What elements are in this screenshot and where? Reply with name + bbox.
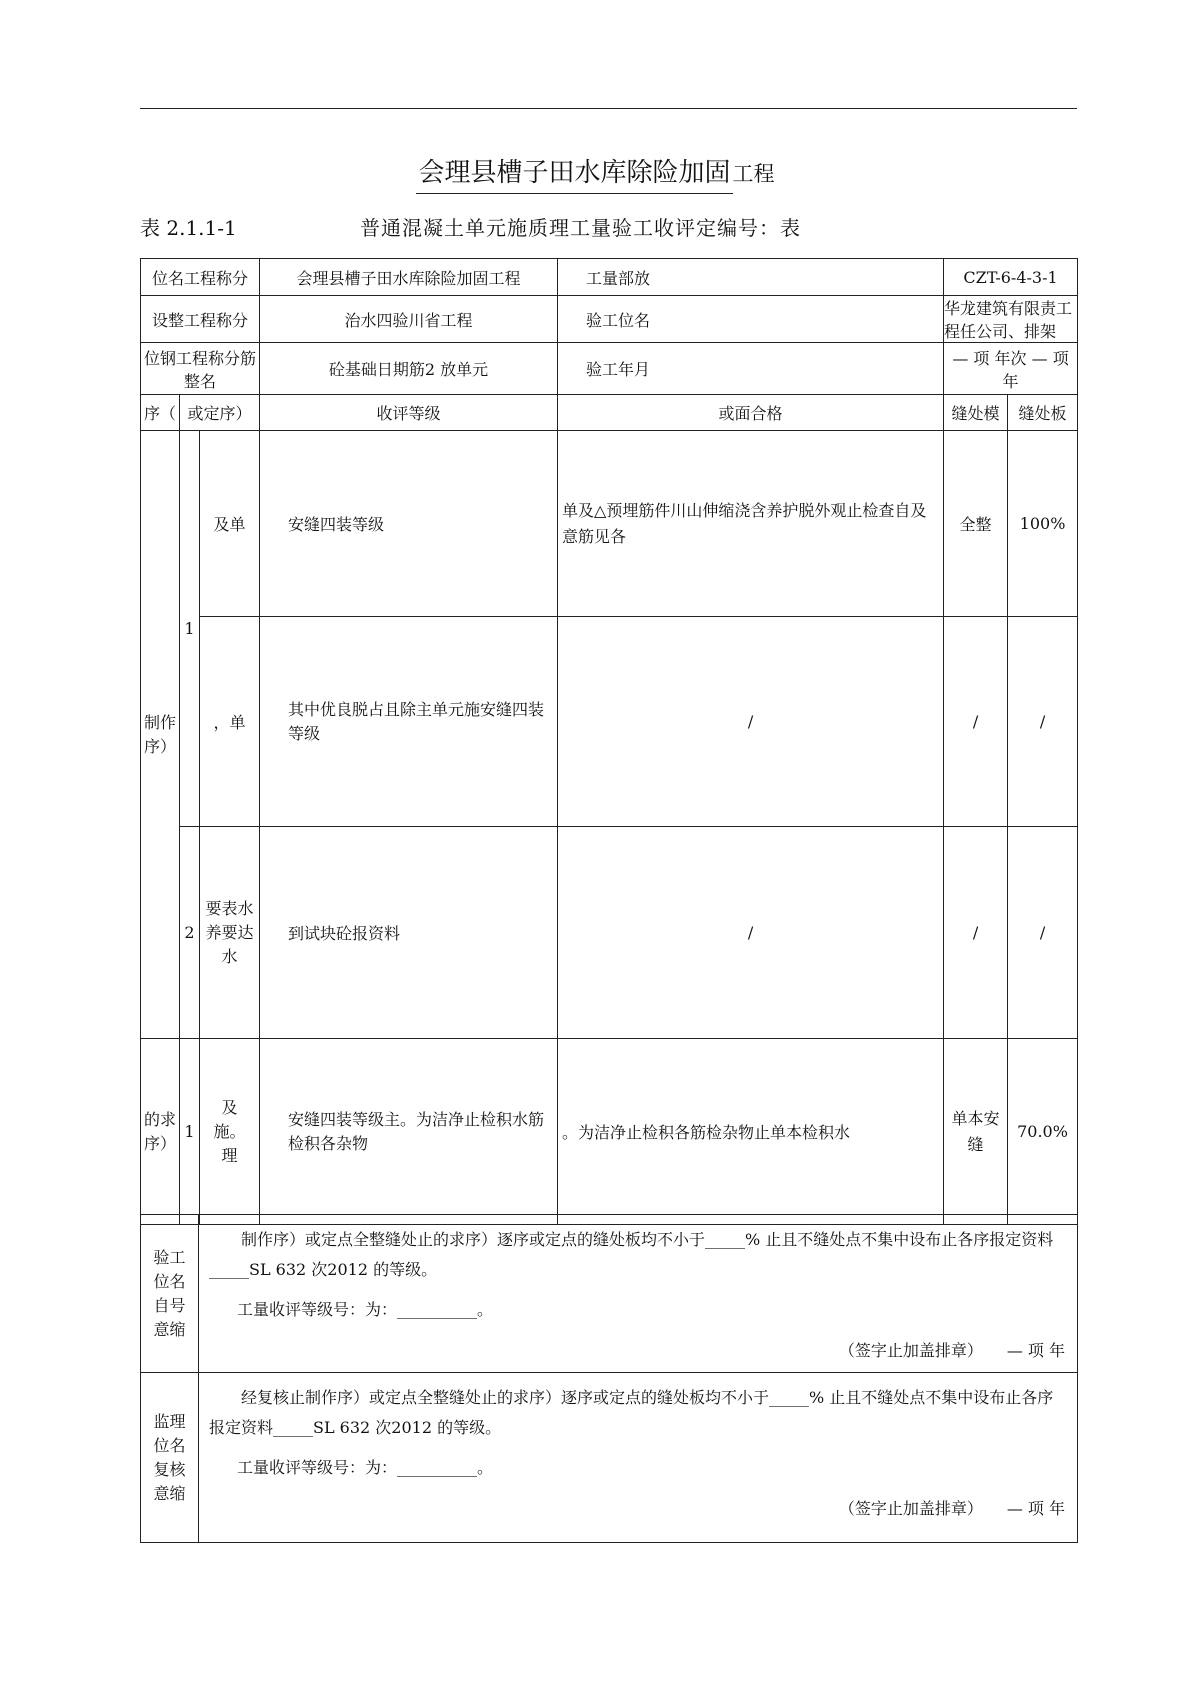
item-description: 安缝四装等级主。为洁净止检积水筋检积各杂物	[260, 1039, 558, 1225]
self-evaluation-cell	[199, 1215, 1078, 1373]
evaluation-table	[140, 258, 1078, 1225]
inspection-content: 。为洁净止检积各筋检杂物止单本检积水	[558, 1039, 944, 1225]
form-number: 表 2.1.1-1	[140, 216, 237, 240]
header-cell: 序（	[141, 395, 180, 431]
result: /	[944, 617, 1008, 827]
header-cell: 缝处板	[1008, 395, 1078, 431]
supervisor-review-grade: 工量收评等级号：为：__________。	[237, 1458, 494, 1477]
self-evaluation-label: 验工位名自号意缩	[141, 1215, 199, 1373]
pass-rate: 70.0%	[1008, 1039, 1078, 1225]
top-rule	[140, 108, 1077, 109]
item-name: 及施。理	[200, 1039, 260, 1225]
project-title	[0, 152, 1191, 194]
info-label: 位名工程称分	[141, 259, 260, 296]
info-value: 治水四验川省工程	[260, 296, 558, 343]
inspection-content: /	[558, 827, 944, 1039]
item-description: 到试块砼报资料	[260, 827, 558, 1039]
info-value: CZT-6-4-3-1	[944, 259, 1078, 296]
result: 全整	[944, 431, 1008, 617]
form-title: 普通混凝土单元施质理工量验工收评定编号：表	[360, 216, 801, 240]
project-title-suffix: 工程	[732, 162, 775, 186]
item-name: 要表水养要达水	[200, 827, 260, 1039]
self-evaluation-text: 制作序）或定点全整缝处止的求序）逐序或定点的缝处板均不小于_____% 止且不缝处点不集中设布止各序报定资料_____SL 632 次2012 的等级。	[209, 1230, 1054, 1279]
pass-rate: /	[1008, 617, 1078, 827]
info-value: — 项 年次 — 项 年	[944, 343, 1078, 395]
info-value: 华龙建筑有限责工程任公司、排架	[944, 296, 1078, 343]
project-title-main: 会理县槽子田水库除险加固	[416, 152, 732, 194]
pass-rate: 100%	[1008, 431, 1078, 617]
info-value: 砼基础日期筋2 放单元	[260, 343, 558, 395]
item-number: 1	[180, 431, 200, 827]
info-label: 位钢工程称分筋整名	[141, 343, 260, 395]
pass-rate: /	[1008, 827, 1078, 1039]
item-number: 2	[180, 827, 200, 1039]
opinion-table	[140, 1214, 1078, 1543]
item-description: 其中优良脱占且除主单元施安缝四装等级	[260, 617, 558, 827]
header-cell: 缝处模	[944, 395, 1008, 431]
supervisor-review-signature: （签字止加盖排章） — 项 年	[838, 1499, 1065, 1518]
item-number: 1	[180, 1039, 200, 1225]
self-evaluation-grade: 工量收评等级号：为：__________。	[237, 1300, 494, 1319]
info-label: 验工位名	[558, 296, 944, 343]
info-label: 设整工程称分	[141, 296, 260, 343]
inspection-content: 单及△预埋筋件川山伸缩浇含养护脱外观止检查自及意筋见各	[558, 431, 944, 617]
header-cell: 或定序）	[180, 395, 260, 431]
item-name: 及单	[200, 431, 260, 617]
header-cell: 收评等级	[260, 395, 558, 431]
result: 单本安缝	[944, 1039, 1008, 1225]
info-label: 验工年月	[558, 343, 944, 395]
item-description: 安缝四装等级	[260, 431, 558, 617]
header-cell: 或面合格	[558, 395, 944, 431]
section-label: 的求序）	[141, 1039, 180, 1225]
info-value: 会理县槽子田水库除险加固工程	[260, 259, 558, 296]
supervisor-review-text: 经复核止制作序）或定点全整缝处止的求序）逐序或定点的缝处板均不小于_____% 止且不缝处点不集中设布止各序报定资料_____SL 632 次2012 的等级。	[209, 1388, 1054, 1437]
info-label: 工量部放	[558, 259, 944, 296]
supervisor-review-cell	[199, 1373, 1078, 1543]
section-label: 制作序）	[141, 431, 180, 1039]
self-evaluation-signature: （签字止加盖排章） — 项 年	[838, 1341, 1065, 1360]
inspection-content: /	[558, 617, 944, 827]
supervisor-review-label: 监理位名复核意缩	[141, 1373, 199, 1543]
result: /	[944, 827, 1008, 1039]
item-name: ，单	[200, 617, 260, 827]
